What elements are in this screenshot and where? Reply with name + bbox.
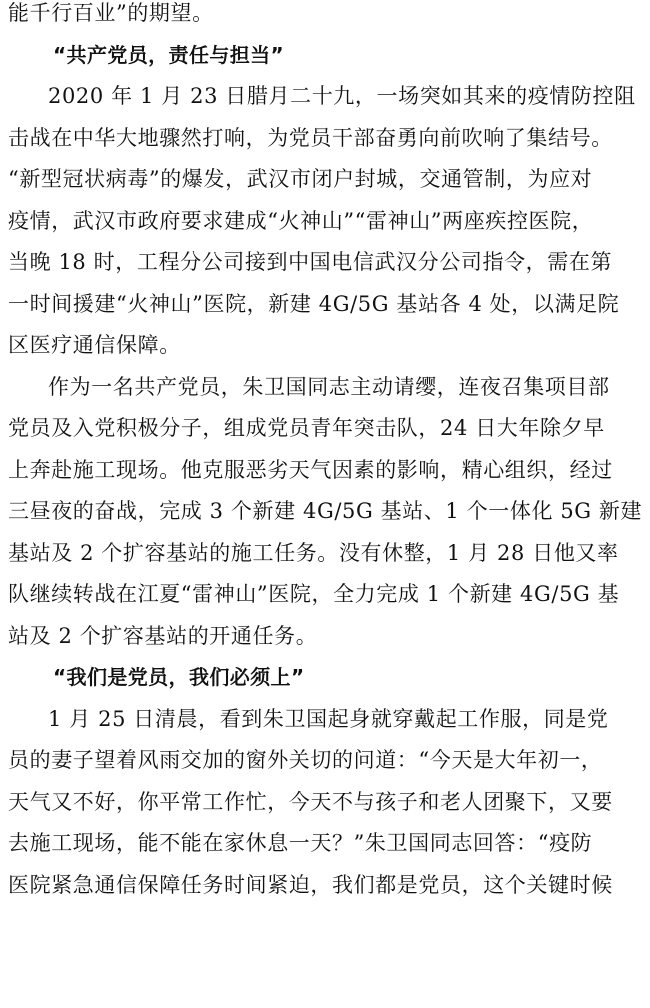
- section-heading: “我们是党员，我们必须上”: [53, 665, 305, 689]
- text-line: “新型冠状病毒”的爆发，武汉市闭户封城，交通管制，为应对: [8, 167, 593, 191]
- text-line: 疫情，武汉市政府要求建成“火神山”“雷神山”两座疾控医院，: [8, 208, 594, 233]
- paragraph-first-line: 2020 年 1 月 23 日腊月二十九，一场突如其来的疫情防控阻: [48, 84, 636, 108]
- text-line: 去施工现场，能不能在家休息一天？”朱卫国同志回答：“疫防: [8, 831, 593, 855]
- text-line: 站及 2 个扩容基站的开通任务。: [8, 623, 318, 648]
- text-line: 三昼夜的奋战，完成 3 个新建 4G/5G 基站、1 个一体化 5G 新建: [8, 499, 642, 523]
- text-line: 基站及 2 个扩容基站的施工任务。没有休整，1 月 28 日他又率: [8, 540, 619, 565]
- section-heading: “共产党员，责任与担当”: [53, 42, 285, 67]
- text-line: 医院紧急通信保障任务时间紧迫，我们都是党员，这个关键时候: [8, 872, 613, 897]
- paragraph-first-line: 作为一名共产党员，朱卫国同志主动请缨，连夜召集项目部: [48, 374, 610, 399]
- text-line: 能千行百业”的期望。: [8, 1, 214, 25]
- text-line: 队继续转战在江夏“雷神山”医院，全力完成 1 个新建 4G/5G 基: [8, 582, 620, 606]
- text-line: 一时间援建“火神山”医院，新建 4G/5G 基站各 4 处，以满足院: [8, 291, 620, 316]
- text-line: 党员及入党积极分子，组成党员青年突击队，24 日大年除夕早: [8, 416, 605, 440]
- text-line: 上奔赴施工现场。他克服恶劣天气因素的影响，精心组织，经过: [8, 457, 613, 482]
- text-line: 天气又不好，你平常工作忙，今天不与孩子和老人团聚下，又要: [8, 789, 613, 814]
- text-line: 击战在中华大地骤然打响，为党员干部奋勇向前吹响了集结号。: [8, 125, 613, 150]
- text-line: 员的妻子望着风雨交加的窗外关切的问道：“今天是大年初一，: [8, 748, 603, 772]
- text-line: 当晚 18 时，工程分公司接到中国电信武汉分公司指令，需在第: [8, 250, 613, 274]
- text-line: 区医疗通信保障。: [8, 333, 181, 357]
- paragraph-first-line: 1 月 25 日清晨，看到朱卫国起身就穿戴起工作服，同是党: [48, 706, 609, 731]
